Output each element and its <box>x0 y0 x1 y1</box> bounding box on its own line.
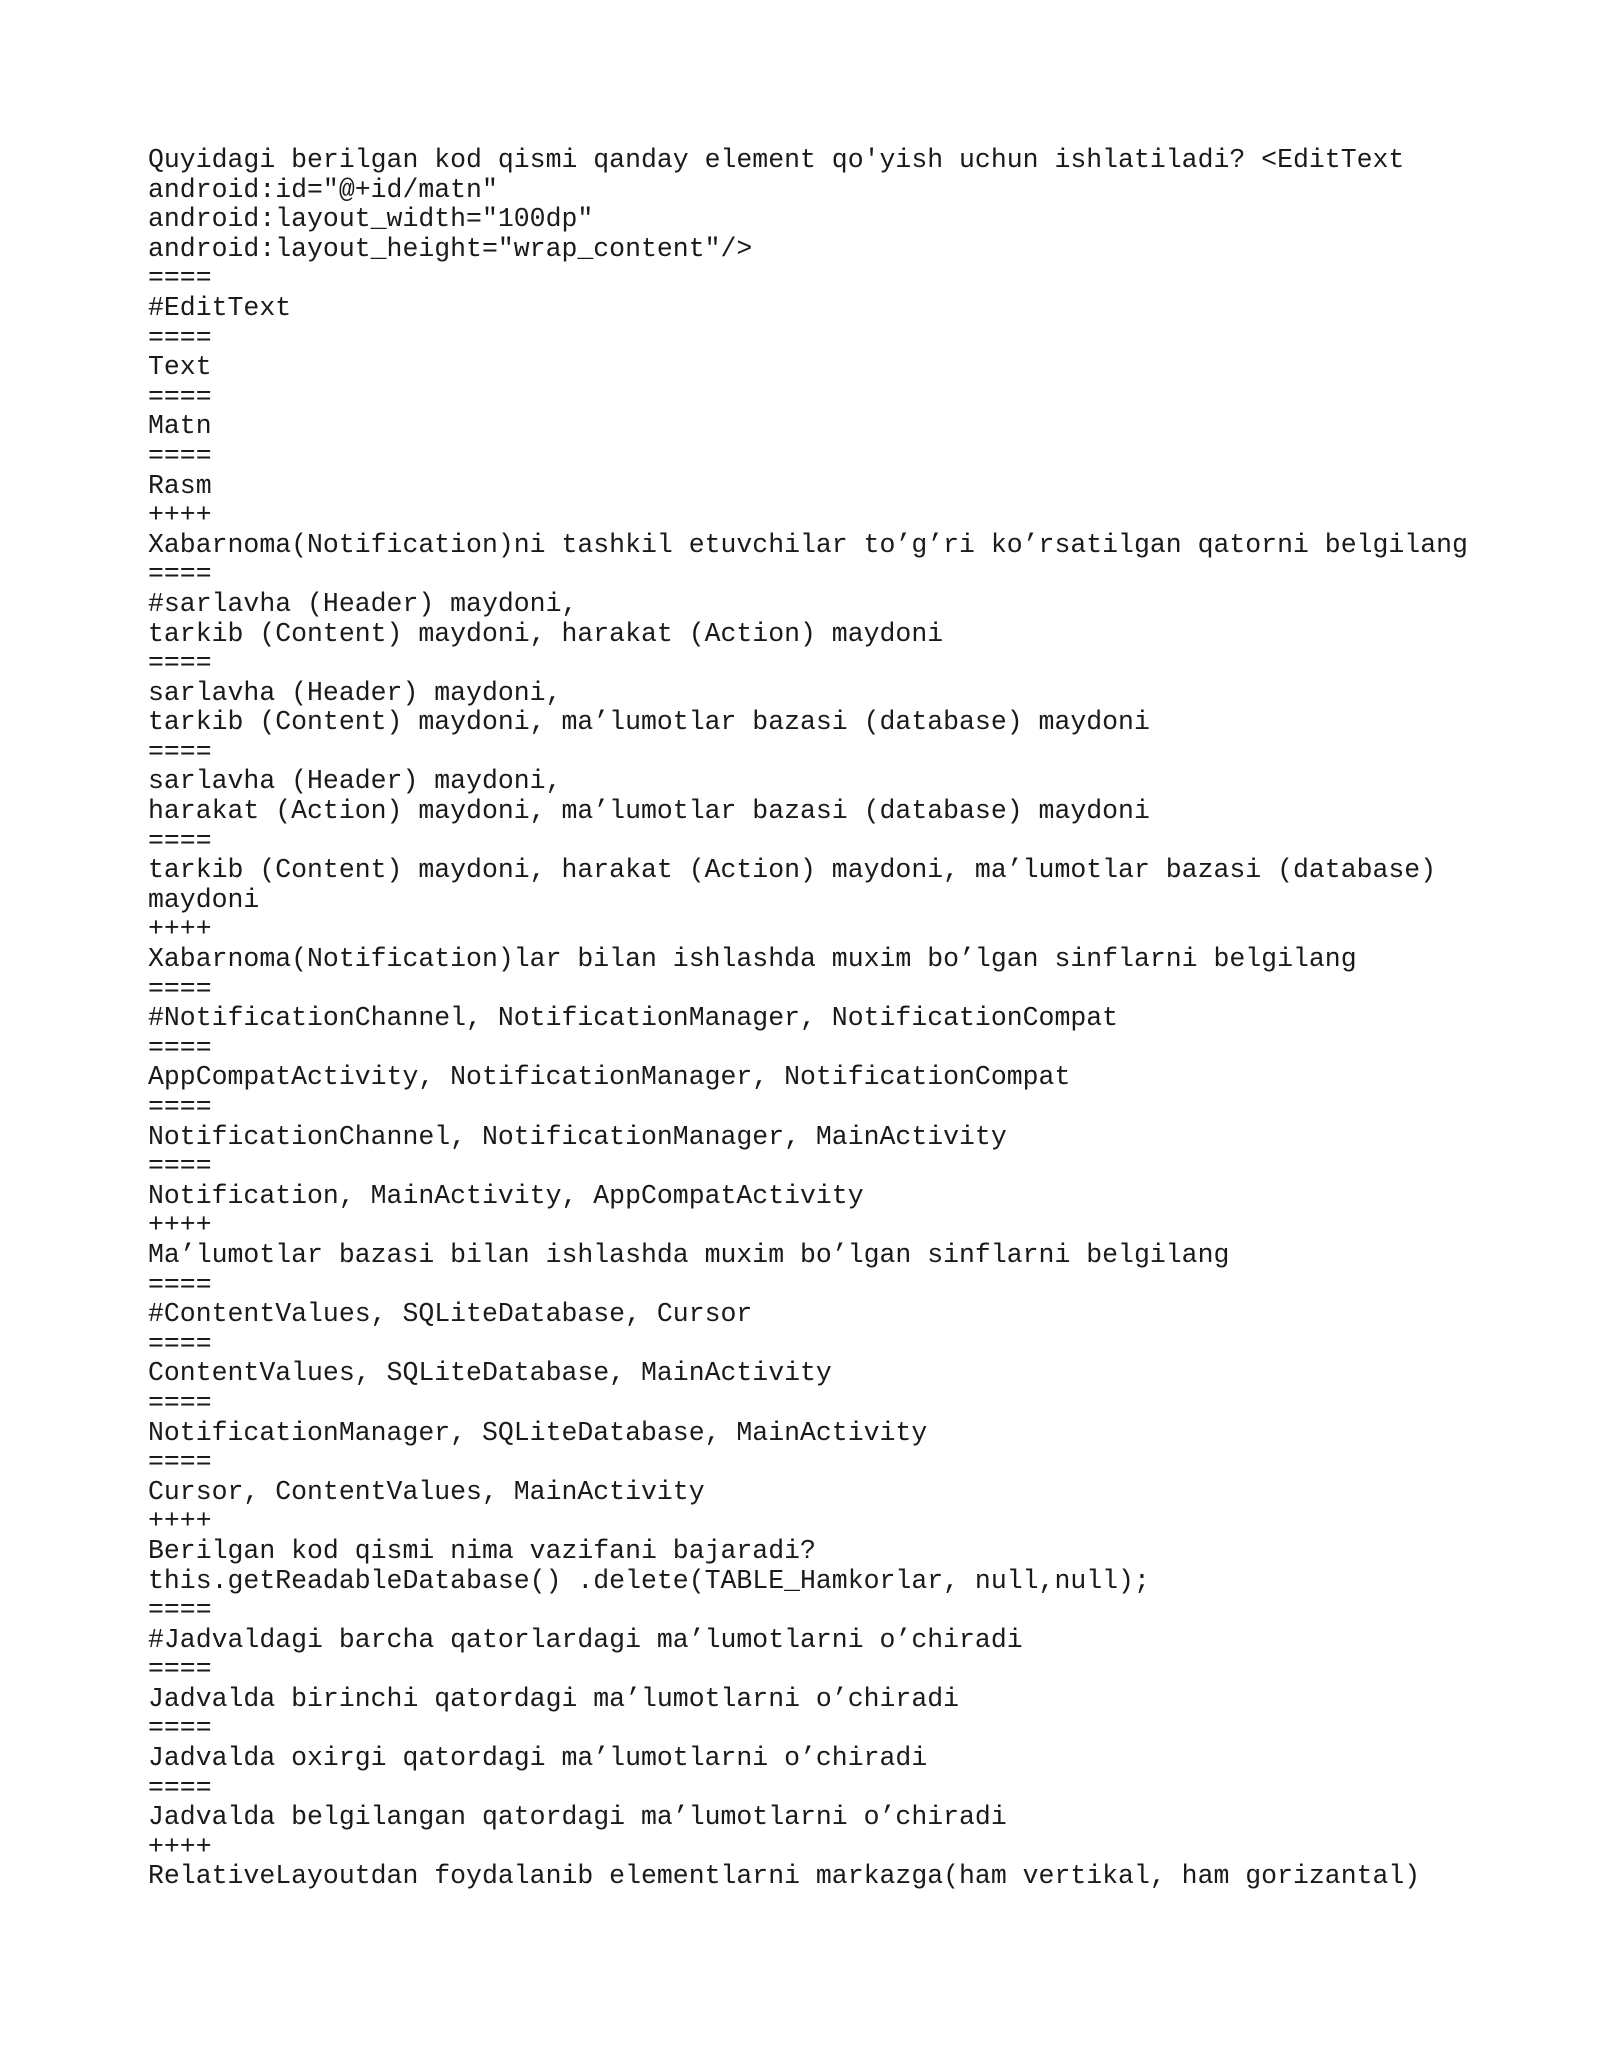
text-line: ++++ <box>148 500 212 531</box>
text-line: #EditText <box>148 292 292 323</box>
text-line: Xabarnoma(Notification)lar bilan ishlashda muxim bo’lgan sinflarni belgilang <box>148 944 1357 975</box>
text-line: this.getReadableDatabase() .delete(TABLE_Hamkorlar, null,null); <box>148 1565 1150 1596</box>
text-line: Notification, MainActivity, AppCompatActivity <box>148 1180 864 1211</box>
text-line: ==== <box>148 825 212 856</box>
text-line: #NotificationChannel, NotificationManager, NotificationCompat <box>148 1003 1119 1034</box>
text-line: ==== <box>148 1269 212 1300</box>
text-line: ==== <box>148 322 212 353</box>
text-line: ==== <box>148 1595 212 1626</box>
text-line: #ContentValues, SQLiteDatabase, Cursor <box>148 1299 753 1330</box>
text-line: ContentValues, SQLiteDatabase, MainActivity <box>148 1358 832 1389</box>
text-line: ==== <box>148 1713 212 1744</box>
text-line: Jadvalda belgilangan qatordagi ma’lumotlarni o’chiradi <box>148 1802 1007 1833</box>
text-line: Ma’lumotlar bazasi bilan ishlashda muxim bo’lgan sinflarni belgilang <box>148 1239 1230 1270</box>
text-line: #Jadvaldagi barcha qatorlardagi ma’lumotlarni o’chiradi <box>148 1624 1023 1655</box>
text-line: ++++ <box>148 914 212 945</box>
text-line: android:layout_width="100dp" <box>148 204 594 235</box>
text-line: Jadvalda oxirgi qatordagi ma’lumotlarni o’chiradi <box>148 1743 928 1774</box>
text-line: AppCompatActivity, NotificationManager, NotificationCompat <box>148 1062 1071 1093</box>
text-line: tarkib (Content) maydoni, harakat (Action) maydoni, ma’lumotlar bazasi (database) <box>148 855 1437 886</box>
text-line: ++++ <box>148 1210 212 1241</box>
document-body <box>148 146 1478 1892</box>
text-line: ==== <box>148 1032 212 1063</box>
text-line: NotificationChannel, NotificationManager, MainActivity <box>148 1121 1007 1152</box>
text-line: ==== <box>148 736 212 767</box>
text-line: sarlavha (Header) maydoni, <box>148 766 562 797</box>
text-line: Berilgan kod qismi nima vazifani bajaradi? <box>148 1535 816 1566</box>
text-line: android:id="@+id/matn" <box>148 174 498 205</box>
text-line: ==== <box>148 1328 212 1359</box>
text-line: RelativeLayoutdan foydalanib elementlarni markazga(ham vertikal, ham gorizantal) <box>148 1861 1421 1892</box>
text-line: ++++ <box>148 1831 212 1862</box>
text-line: ==== <box>148 973 212 1004</box>
text-line: ==== <box>148 1092 212 1122</box>
text-line: ==== <box>148 1772 212 1803</box>
text-line: ==== <box>148 440 212 471</box>
text-line: ==== <box>148 559 212 590</box>
text-line: Xabarnoma(Notification)ni tashkil etuvchilar to’g’ri ko’rsatilgan qatorni belgilang <box>148 529 1468 560</box>
text-line: Matn <box>148 411 212 442</box>
text-line: NotificationManager, SQLiteDatabase, MainActivity <box>148 1417 928 1448</box>
text-line: ++++ <box>148 1506 212 1537</box>
text-line: tarkib (Content) maydoni, harakat (Action) maydoni <box>148 618 944 649</box>
text-line: ==== <box>148 263 212 294</box>
text-line: Rasm <box>148 470 212 501</box>
text-line: harakat (Action) maydoni, ma’lumotlar bazasi (database) maydoni <box>148 796 1150 827</box>
text-line: maydoni <box>148 884 260 915</box>
text-line: tarkib (Content) maydoni, ma’lumotlar bazasi (database) maydoni <box>148 707 1150 738</box>
text-line: ==== <box>148 381 212 412</box>
text-line: android:layout_height="wrap_content"/> <box>148 233 753 264</box>
text-line: ==== <box>148 1447 212 1478</box>
text-line: Jadvalda birinchi qatordagi ma’lumotlarni o’chiradi <box>148 1683 960 1714</box>
text-line: ==== <box>148 648 212 679</box>
text-line: Cursor, ContentValues, MainActivity <box>148 1476 705 1507</box>
text-line: sarlavha (Header) maydoni, <box>148 677 562 708</box>
text-line: ==== <box>148 1151 212 1182</box>
text-line: ==== <box>148 1654 212 1685</box>
text-line: Text <box>148 352 212 383</box>
text-line: #sarlavha (Header) maydoni, <box>148 588 578 619</box>
text-line: Quyidagi berilgan kod qismi qanday element qo'yish uchun ishlatiladi? <EditText <box>148 145 1405 175</box>
text-line: ==== <box>148 1387 212 1418</box>
